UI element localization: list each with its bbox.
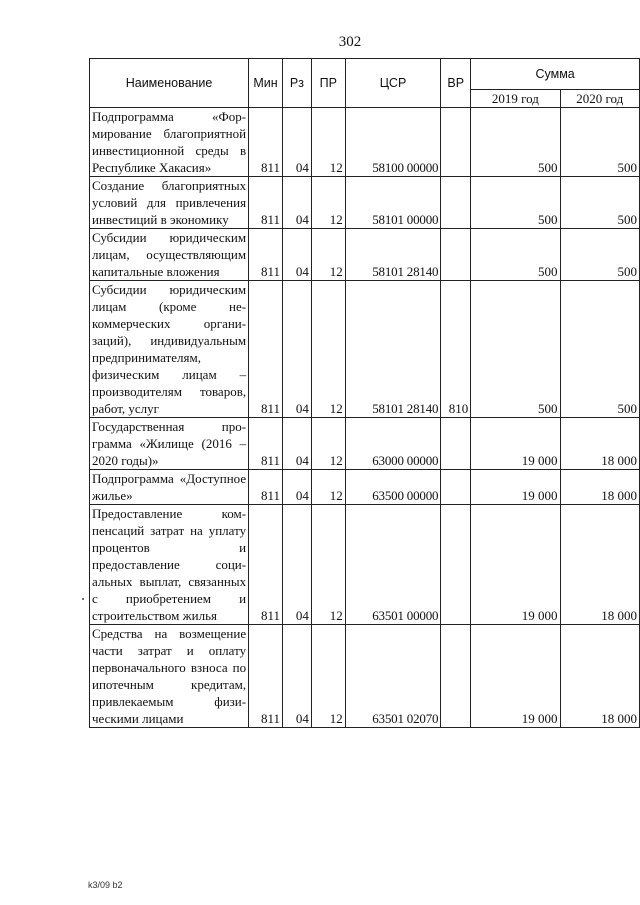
cell-min: 811 <box>249 505 283 625</box>
cell-csr: 63500 00000 <box>345 470 441 505</box>
cell-name: Подпрограмма «Доступное жилье» <box>90 470 249 505</box>
footer-code: k3/09 b2 <box>88 880 123 890</box>
table-row <box>90 418 640 470</box>
table-row <box>90 470 640 505</box>
cell-y2019: 19 000 <box>471 505 560 625</box>
cell-pr: 12 <box>311 108 345 177</box>
cell-name: Подпрограмма «Формирование благоприятной инвестиционной среды в Республике Хакасия» <box>90 108 249 177</box>
cell-min: 811 <box>249 470 283 505</box>
header-vr: ВР <box>441 59 471 108</box>
cell-vr: 810 <box>441 281 471 418</box>
cell-y2020: 500 <box>560 229 640 281</box>
cell-rz: 04 <box>283 177 312 229</box>
cell-rz: 04 <box>283 505 312 625</box>
cell-csr: 63501 02070 <box>345 625 441 728</box>
cell-vr <box>441 108 471 177</box>
page-number: 302 <box>338 34 362 50</box>
table-row <box>90 177 640 229</box>
cell-vr <box>441 229 471 281</box>
cell-y2019: 500 <box>471 108 560 177</box>
cell-min: 811 <box>249 177 283 229</box>
cell-csr: 63000 00000 <box>345 418 441 470</box>
cell-y2019: 500 <box>471 177 560 229</box>
cell-csr: 58100 00000 <box>345 108 441 177</box>
cell-min: 811 <box>249 229 283 281</box>
cell-csr: 63501 00000 <box>345 505 441 625</box>
cell-pr: 12 <box>311 418 345 470</box>
cell-min: 811 <box>249 108 283 177</box>
header-year-2020: 2020 год <box>560 90 640 108</box>
header-rz: Рз <box>283 59 312 108</box>
table-row <box>90 108 640 177</box>
scan-speck <box>82 598 84 600</box>
cell-y2020: 18 000 <box>560 505 640 625</box>
cell-vr <box>441 625 471 728</box>
header-year-2019: 2019 год <box>471 90 560 108</box>
cell-vr <box>441 418 471 470</box>
header-pr: ПР <box>311 59 345 108</box>
cell-y2019: 500 <box>471 229 560 281</box>
cell-pr: 12 <box>311 625 345 728</box>
table-row <box>90 281 640 418</box>
cell-y2020: 18 000 <box>560 470 640 505</box>
cell-name: Создание благоприятных условий для привлечения инвестиций в экономику <box>90 177 249 229</box>
cell-pr: 12 <box>311 281 345 418</box>
cell-rz: 04 <box>283 418 312 470</box>
header-min: Мин <box>249 59 283 108</box>
cell-y2020: 18 000 <box>560 625 640 728</box>
cell-min: 811 <box>249 625 283 728</box>
cell-y2019: 500 <box>471 281 560 418</box>
cell-csr: 58101 28140 <box>345 229 441 281</box>
header-sum: Сумма <box>471 59 640 90</box>
header-csr: ЦСР <box>345 59 441 108</box>
cell-pr: 12 <box>311 470 345 505</box>
cell-rz: 04 <box>283 108 312 177</box>
cell-pr: 12 <box>311 229 345 281</box>
cell-y2020: 500 <box>560 281 640 418</box>
table-row <box>90 505 640 625</box>
cell-min: 811 <box>249 281 283 418</box>
table-row <box>90 229 640 281</box>
header-name: Наименование <box>90 59 249 108</box>
cell-name: Предоставление компенсаций затрат на уплату процентов и предоставление социальных выплат, связанных с приобретением и строительством жилья <box>90 505 249 625</box>
cell-y2019: 19 000 <box>471 470 560 505</box>
cell-y2019: 19 000 <box>471 625 560 728</box>
cell-rz: 04 <box>283 625 312 728</box>
cell-pr: 12 <box>311 177 345 229</box>
cell-y2020: 500 <box>560 108 640 177</box>
cell-vr <box>441 177 471 229</box>
cell-min: 811 <box>249 418 283 470</box>
cell-csr: 58101 28140 <box>345 281 441 418</box>
cell-name: Государственная программа «Жилище (2016 – 2020 годы)» <box>90 418 249 470</box>
cell-y2019: 19 000 <box>471 418 560 470</box>
cell-name: Средства на возмещение части затрат и оплату первоначального взноса по ипотечным кредитам, привлекаемым физическими лицами <box>90 625 249 728</box>
cell-name: Субсидии юридическим лицам (кроме некоммерческих организаций), индивидуальным предпринимателям, физическим лицам – производителям товаров, работ, услуг <box>90 281 249 418</box>
cell-rz: 04 <box>283 281 312 418</box>
cell-vr <box>441 505 471 625</box>
cell-rz: 04 <box>283 470 312 505</box>
cell-y2020: 500 <box>560 177 640 229</box>
cell-name: Субсидии юридическим лицам, осуществляющим капитальные вложения <box>90 229 249 281</box>
table-row <box>90 625 640 728</box>
cell-rz: 04 <box>283 229 312 281</box>
cell-vr <box>441 470 471 505</box>
cell-csr: 58101 00000 <box>345 177 441 229</box>
cell-y2020: 18 000 <box>560 418 640 470</box>
cell-pr: 12 <box>311 505 345 625</box>
budget-table <box>89 58 640 728</box>
